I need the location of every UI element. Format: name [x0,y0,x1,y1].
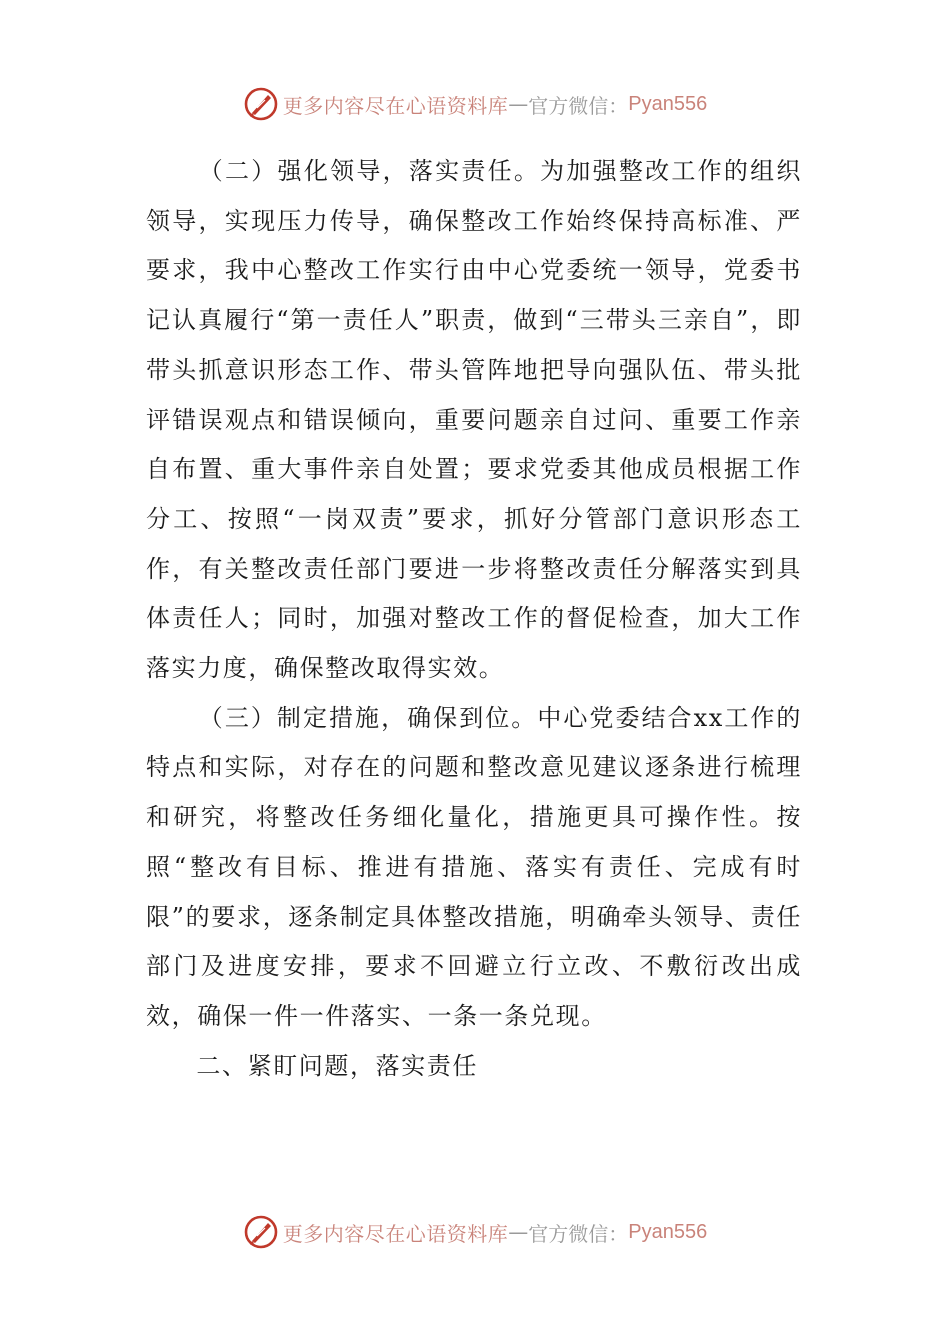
header-watermark [0,82,950,126]
quill-pen-seal-icon [243,1214,279,1250]
watermark-wechat-label: 官方微信： [528,93,629,118]
watermark-separator: — [508,1220,529,1244]
watermark-separator: — [508,92,529,116]
paragraph-strengthen-leadership: （二）强化领导，落实责任。为加强整改工作的组织领导，实现压力传导，确保整改工作始终保持高标准、严要求，我中心整改工作实行由中心党委统一领导，党委书记认真履行“第一责任人”职责，做到“三带头三亲自”，即带头抓意识形态工作、带头管阵地把导向强队伍、带头批评错误观点和错误倾向，重要问题亲自过问、重要工作亲自布置、重大事件亲自处置；要求党委其他成员根据工作分工、按照“一岗双责”要求，抓好分管部门意识形态工作，有关整改责任部门要进一步将整改责任分解落实到具体责任人；同时，加强对整改工作的督促检查，加大工作落实力度，确保整改取得实效。 [146,157,802,683]
watermark-site-text: 更多内容尽在心语资料库 [282,93,509,118]
watermark-wechat-label: 官方微信： [528,1221,629,1246]
watermark-wechat-id: Pyan556 [628,1220,708,1243]
watermark-site-text: 更多内容尽在心语资料库 [282,1221,509,1246]
watermark-wechat-id: Pyan556 [628,92,708,115]
footer-watermark [0,1210,950,1254]
paragraph-formulate-measures: （三）制定措施，确保到位。中心党委结合xx工作的特点和实际，对存在的问题和整改意见建议逐条进行梳理和研究，将整改任务细化量化，措施更具可操作性。按照“整改有目标、推进有措施、落实有责任、完成有时限”的要求，逐条制定具体整改措施，明确牵头领导、责任部门及进度安排，要求不回避立行立改、不敷衍改出成效，确保一件一件落实、一条一条兑现。 [146,703,802,1030]
quill-pen-seal-icon [243,86,279,122]
section-heading: 二、紧盯问题，落实责任 [196,1051,478,1080]
document-body [146,147,802,1091]
